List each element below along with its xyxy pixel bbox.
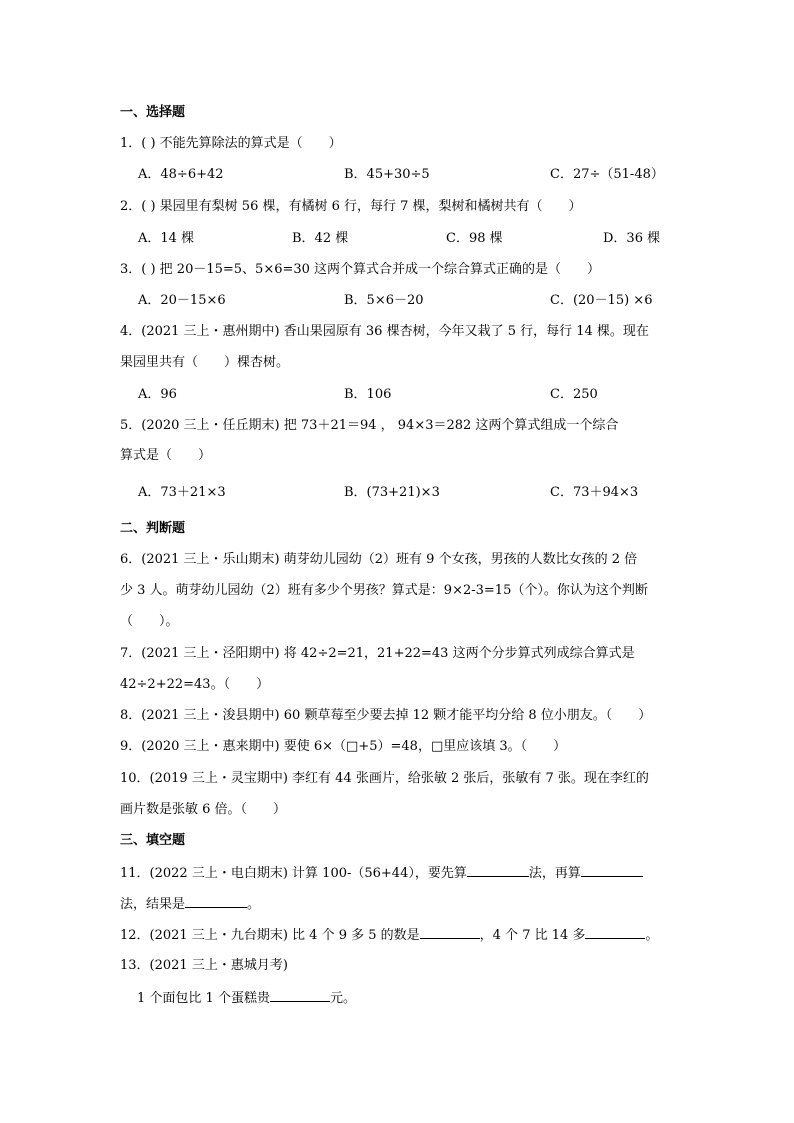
question-8: 8．(2021 三上・浚县期中) 60 颗草莓至少要去掉 12 颗才能平均分给 8 位小朋友。（ ） [120, 708, 652, 723]
question-6-line1: 6．(2021 三上・乐山期末) 萌芽幼儿园幼（2）班有 9 个女孩，男孩的人数比女孩的 2 倍 [120, 552, 638, 567]
q12-text-1: 12．(2021 三上・九台期末) 比 4 个 9 多 5 的数是 [120, 928, 420, 943]
question-5-line2: 算式是（ ） [120, 448, 212, 463]
question-5-line1: 5．(2020 三上・任丘期末) 把 73＋21＝94 ， 94×3＝282 这两个算式组成一个综合 [120, 418, 619, 433]
question-11-line2 [120, 895, 260, 914]
q2-option-b: B．42 棵 [292, 231, 349, 246]
section-title-fill: 三、填空题 [120, 833, 186, 848]
q13-text-1: 1 个面包比 1 个蛋糕贵 [137, 991, 270, 1006]
q2-option-a: A．14 棵 [138, 231, 195, 246]
question-2-stem: 2．( ) 果园里有梨树 56 棵，有橘树 6 行，每行 7 棵，梨树和橘树共有（ ） [120, 199, 582, 214]
q12-blank-1[interactable] [420, 926, 480, 939]
section-title-judge: 二、判断题 [120, 521, 186, 536]
question-3-stem: 3．( ) 把 20－15=5、5×6=30 这两个算式合并成一个综合算式正确的是（ ） [120, 262, 601, 277]
question-4-line2: 果园里共有（ ）棵杏树。 [120, 355, 290, 370]
q11-text-3: 法，结果是 [120, 897, 186, 912]
question-6-line2: 少 3 人。萌芽幼儿园幼（2）班有多少个男孩？算式是：9×2-3=15（个）。你认为这个判断 [120, 583, 648, 598]
question-7-line1: 7．(2021 三上・泾阳期中) 将 42÷2=21，21+22=43 这两个分步算式列成综合算式是 [120, 646, 635, 661]
q1-option-a: A．48÷6+42 [138, 167, 224, 182]
q11-blank-2[interactable] [581, 864, 643, 877]
q12-text-2: ，4 个 7 比 14 多 [479, 928, 586, 943]
question-4-line1: 4．(2021 三上・惠州期中) 香山果园原有 36 棵杏树，今年又栽了 5 行，每行 14 棵。现在 [120, 324, 649, 339]
question-10-line1: 10．(2019 三上・灵宝期中) 李红有 44 张画片，给张敏 2 张后，张敏有 7 张。现在李红的 [120, 771, 649, 786]
q2-option-c: C．98 棵 [446, 231, 503, 246]
q4-option-b: B．106 [344, 387, 392, 402]
q3-option-b: B．5×6－20 [344, 293, 424, 308]
q5-option-b: B．(73+21)×3 [344, 485, 440, 500]
q1-option-c: C．27÷（51-48） [550, 167, 664, 182]
q2-option-d: D．36 棵 [603, 231, 661, 246]
section-title-choice: 一、选择题 [120, 105, 186, 120]
question-6-line3: （ ）。 [120, 614, 179, 629]
q12-blank-2[interactable] [585, 926, 645, 939]
q5-option-a: A．73＋21×3 [138, 485, 226, 500]
q5-option-c: C．73＋94×3 [550, 485, 639, 500]
q11-text-4: 。 [247, 897, 261, 912]
q4-option-a: A．96 [138, 387, 177, 402]
q11-text-2: 法，再算 [528, 866, 581, 881]
q11-text-1: 11．(2022 三上・电白期末) 计算 100-（56+44），要先算 [120, 866, 467, 881]
q13-text-2: 元。 [329, 991, 356, 1006]
question-9: 9．(2020 三上・惠来期中) 要使 6×（□+5）=48，□里应该填 3。（ ） [120, 739, 567, 754]
question-12 [120, 926, 658, 945]
q12-text-3: 。 [645, 928, 659, 943]
question-13-line2 [137, 989, 356, 1008]
q11-blank-3[interactable] [185, 895, 247, 908]
q3-option-a: A．20－15×6 [138, 293, 226, 308]
question-1-stem: 1．( ) 不能先算除法的算式是（ ） [120, 136, 342, 151]
q1-option-b: B．45+30÷5 [344, 167, 430, 182]
question-13-line1: 13．(2021 三上・惠城月考) [120, 958, 288, 973]
q13-blank-1[interactable] [270, 989, 330, 1002]
question-11-line1 [120, 864, 643, 883]
q11-blank-1[interactable] [467, 864, 529, 877]
question-7-line2: 42÷2+22=43。（ ） [120, 677, 270, 692]
question-10-line2: 画片数是张敏 6 倍。（ ） [120, 802, 287, 817]
q3-option-c: C．(20－15) ×6 [550, 293, 653, 308]
q4-option-c: C．250 [550, 387, 598, 402]
